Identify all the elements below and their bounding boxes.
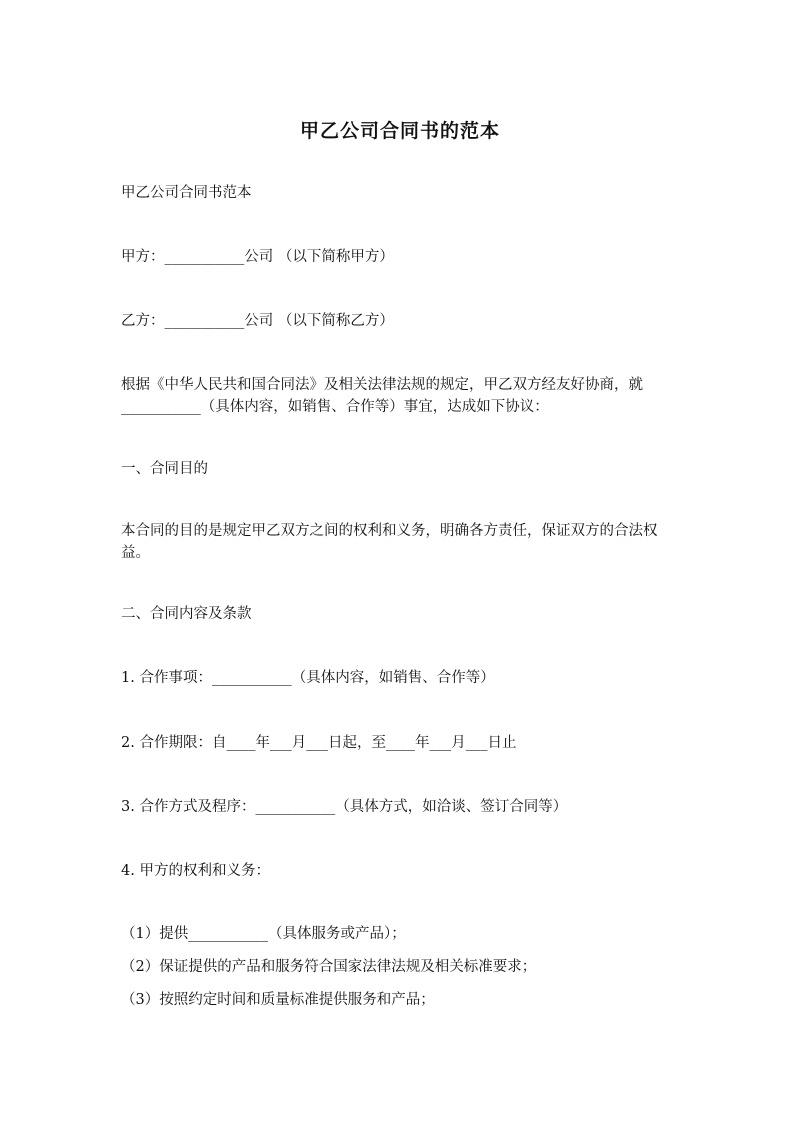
section-1-heading: 一、合同目的 <box>121 461 208 477</box>
item-2: 2. 合作期限：自____年___月___日起，至____年___月___日止 <box>121 735 517 751</box>
section-1-line-2: 益。 <box>121 545 150 561</box>
item-1: 1. 合作事项：___________（具体内容，如销售、合作等） <box>121 670 495 686</box>
section-2-heading: 二、合同内容及条款 <box>121 606 252 622</box>
sub-item-3: （3）按照约定时间和质量标准提供服务和产品； <box>121 992 435 1008</box>
preamble-line-1: 根据《中华人民共和国合同法》及相关法律法规的规定，甲乙双方经友好协商，就 <box>121 377 643 393</box>
sub-item-2: （2）保证提供的产品和服务符合国家法律法规及相关标准要求； <box>121 959 537 975</box>
document-subtitle: 甲乙公司合同书范本 <box>121 185 252 201</box>
item-4: 4. 甲方的权利和义务： <box>121 863 270 879</box>
section-1-line-1: 本合同的目的是规定甲乙双方之间的权利和义务，明确各方责任，保证双方的合法权 <box>121 523 658 539</box>
item-3: 3. 合作方式及程序：___________（具体方式，如洽谈、签订合同等） <box>121 799 568 815</box>
party-a-line: 甲方：___________公司 （以下简称甲方） <box>121 249 394 265</box>
sub-item-1: （1）提供___________（具体服务或产品）； <box>121 926 406 942</box>
party-b-line: 乙方：___________公司 （以下简称乙方） <box>121 313 394 329</box>
document-title: 甲乙公司合同书的范本 <box>299 120 500 142</box>
preamble-line-2: ___________（具体内容，如销售、合作等）事宜，达成如下协议： <box>121 399 549 415</box>
